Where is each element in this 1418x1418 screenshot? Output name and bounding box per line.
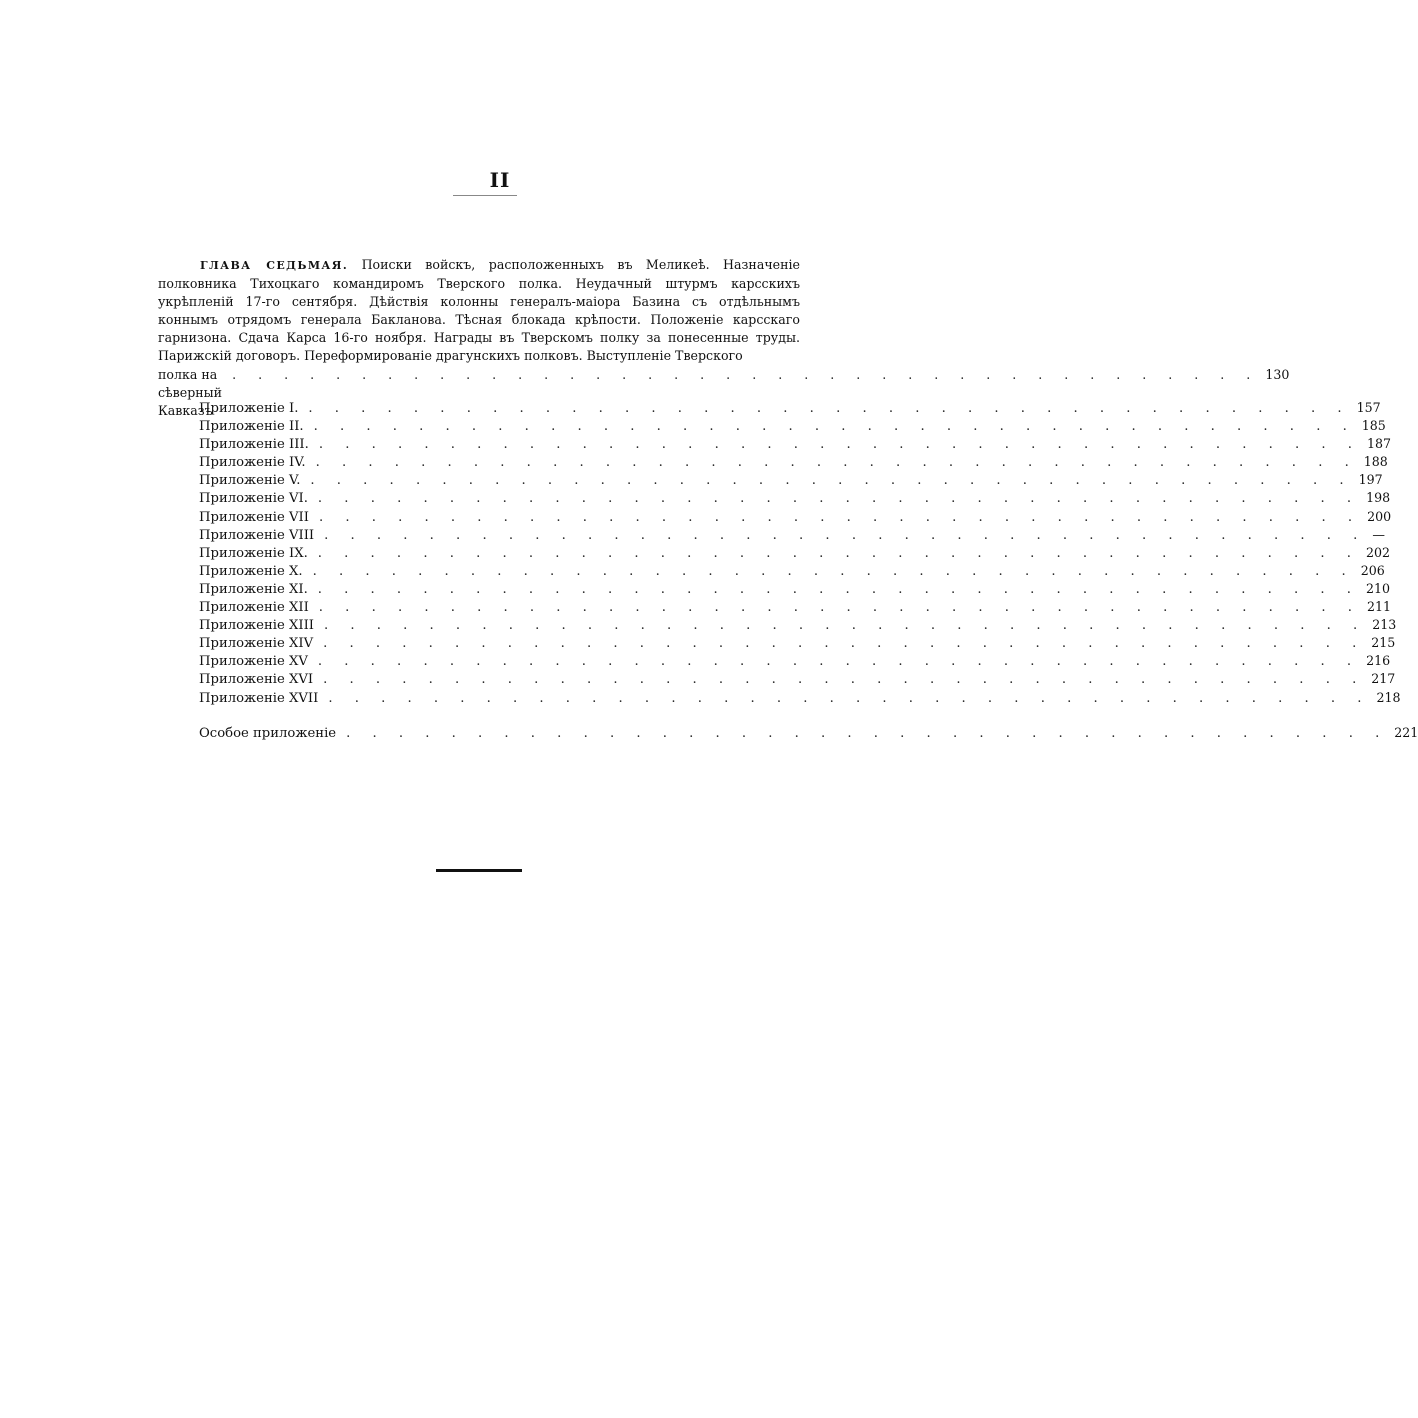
appendix-row: [199, 562, 1385, 580]
appendix-row: [199, 526, 1385, 544]
appendix-page: 185: [1361, 418, 1386, 434]
end-rule: [436, 869, 522, 872]
dot-leader: . . . . . . . . . . . . . . . . . . . . . . . . . . . . . . . . . . . . . . . .: [315, 455, 1358, 471]
chapter-heading: ГЛАВА СЕДЬМАЯ.: [200, 259, 349, 272]
appendix-label: Приложеніе VI.: [199, 491, 308, 507]
appendix-label: Приложеніе XV: [199, 654, 308, 670]
chapter-last-line-text: полка на сѣверный Кавказъ: [158, 366, 223, 418]
appendix-row: [199, 417, 1386, 435]
appendix-row: [199, 399, 1381, 417]
appendix-page: 202: [1365, 544, 1390, 560]
appendix-page: 188: [1363, 454, 1388, 470]
appendix-page: 206: [1360, 562, 1385, 578]
appendix-row: [199, 471, 1383, 489]
appendix-page: 217: [1371, 671, 1396, 687]
dot-leader: . . . . . . . . . . . . . . . . . . . . . . . . . . . . . . . . . . . . . . . .: [346, 726, 1389, 741]
appendix-page: 216: [1366, 653, 1391, 669]
appendix-page: 197: [1358, 472, 1383, 488]
dot-leader: . . . . . . . . . . . . . . . . . . . . . . . . . . . . . . . . . . . . . . . .: [324, 618, 1367, 634]
appendix-label: Приложеніе III.: [199, 437, 309, 453]
appendix-row: [199, 435, 1392, 453]
dot-leader: . . . . . . . . . . . . . . . . . . . . . . . . . . . . . . . . . . . . . . . .: [323, 672, 1366, 688]
appendix-row: [199, 580, 1390, 598]
appendix-label: Приложеніе VII: [199, 509, 309, 525]
appendix-row: [199, 616, 1397, 634]
dot-leader: . . . . . . . . . . . . . . . . . . . . . . . . . . . . . . . . . . . . . . . .: [308, 401, 1351, 416]
special-appendix-row: [199, 724, 1418, 743]
appendix-label: Приложеніе XVII: [199, 690, 319, 706]
appendix-label: Приложеніе X.: [199, 563, 303, 579]
appendix-row: [199, 634, 1396, 652]
appendix-label: Приложеніе V.: [199, 473, 301, 489]
dot-leader: . . . . . . . . . . . . . . . . . . . . . . . . . . . . . . . . . . . . . . . .: [318, 600, 1361, 616]
appendix-row: [199, 689, 1401, 707]
dot-leader: . . . . . . . . . . . . . . . . . . . . . . . . . . . . . . . . . . . . . . . .: [318, 437, 1361, 453]
appendix-row: [199, 453, 1388, 471]
appendix-label: Приложеніе II.: [199, 419, 304, 435]
appendix-page: —: [1372, 526, 1385, 542]
appendix-page: 215: [1371, 635, 1396, 651]
appendix-page: 211: [1366, 599, 1392, 615]
appendix-page: 210: [1365, 580, 1390, 596]
dot-leader: . . . . . . . . . . . . . . . . . . . . . . . . . . . . . . . . . . . . . . . .: [317, 545, 1360, 561]
appendix-row: [199, 544, 1390, 562]
chapter-entry: [158, 256, 1290, 420]
appendix-label: Приложеніе XVI: [199, 672, 314, 688]
dot-leader: . . . . . . . . . . . . . . . . . . . . . . . . . . . . . . . . . . . . . . . .: [328, 690, 1371, 706]
appendix-label: Приложеніе IV.: [199, 455, 306, 471]
appendix-label: Приложеніе XIV: [199, 636, 314, 652]
appendix-page: 213: [1372, 617, 1397, 633]
special-appendix-label: Особое приложеніе: [199, 726, 337, 741]
page-number: II: [489, 168, 511, 192]
appendix-page: 218: [1376, 689, 1401, 705]
appendix-row: [199, 598, 1392, 616]
chapter-text-rest: полковника Тихоцкаго командиромъ Тверского полка. Неудачный штурмъ карсскихъ укрѣпленій 17-го сентября. Дѣйствія колонны генералъ-маіора Базина съ отдѣльнымъ коннымъ отрядомъ генерала Бакланова. Тѣсная блокада крѣпости. Положеніе карсскаго гарнизона. Сдача Карса 16-го ноября. Награды въ Тверскомъ полку за понесенные труды. Парижскій договоръ. Переформированіе драгунскихъ полковъ. Выступленіе Тверского: [158, 276, 800, 364]
dot-leader: . . . . . . . . . . . . . . . . . . . . . . . . . . . . . . . . . . . . . . . .: [317, 491, 1361, 507]
dot-leader: . . . . . . . . . . . . . . . . . . . . . . . . . . . . . . . . . . . . . . . .: [310, 473, 1353, 489]
dot-leader: . . . . . . . . . . . . . . . . . . . . . . . . . . . . . . . . . . . . . . . .: [232, 366, 1260, 382]
appendix-label: Приложеніе I.: [199, 401, 299, 416]
chapter-page-ref: 130: [1265, 366, 1290, 382]
appendix-page: 157: [1356, 400, 1381, 415]
appendix-label: Приложеніе XI.: [199, 581, 308, 597]
dot-leader: . . . . . . . . . . . . . . . . . . . . . . . . . . . . . . . . . . . . . . . .: [317, 654, 1361, 670]
special-appendix-page: 221: [1394, 725, 1418, 740]
dot-leader: . . . . . . . . . . . . . . . . . . . . . . . . . . . . . . . . . . . . . . . .: [317, 581, 1360, 597]
appendix-label: Приложеніе IX.: [199, 545, 308, 561]
appendix-row: [199, 489, 1391, 507]
appendix-page: 198: [1366, 490, 1391, 506]
dot-leader: . . . . . . . . . . . . . . . . . . . . . . . . . . . . . . . . . . . . . . . .: [318, 509, 1362, 525]
appendix-label: Приложеніе XII: [199, 600, 309, 616]
dot-leader: . . . . . . . . . . . . . . . . . . . . . . . . . . . . . . . . . . . . . . . .: [324, 527, 1367, 543]
appendix-row: [199, 652, 1391, 670]
dot-leader: . . . . . . . . . . . . . . . . . . . . . . . . . . . . . . . . . . . . . . . .: [312, 563, 1355, 579]
chapter-description: [158, 256, 800, 366]
page-number-underline: [453, 195, 517, 196]
appendix-row: [199, 670, 1396, 688]
chapter-text-line1: Поиски войскъ, расположенныхъ въ Меликеѣ. Назначеніе: [361, 257, 800, 272]
dot-leader: . . . . . . . . . . . . . . . . . . . . . . . . . . . . . . . . . . . . . . . .: [323, 636, 1366, 652]
appendix-row: [199, 508, 1392, 526]
appendix-page: 187: [1366, 436, 1392, 452]
appendix-label: Приложеніе XIII: [199, 618, 315, 634]
appendix-page: 200: [1367, 508, 1392, 524]
dot-leader: . . . . . . . . . . . . . . . . . . . . . . . . . . . . . . . . . . . . . . . .: [313, 419, 1356, 435]
appendix-label: Приложеніе VIII: [199, 527, 315, 543]
appendix-list: [199, 399, 1401, 707]
